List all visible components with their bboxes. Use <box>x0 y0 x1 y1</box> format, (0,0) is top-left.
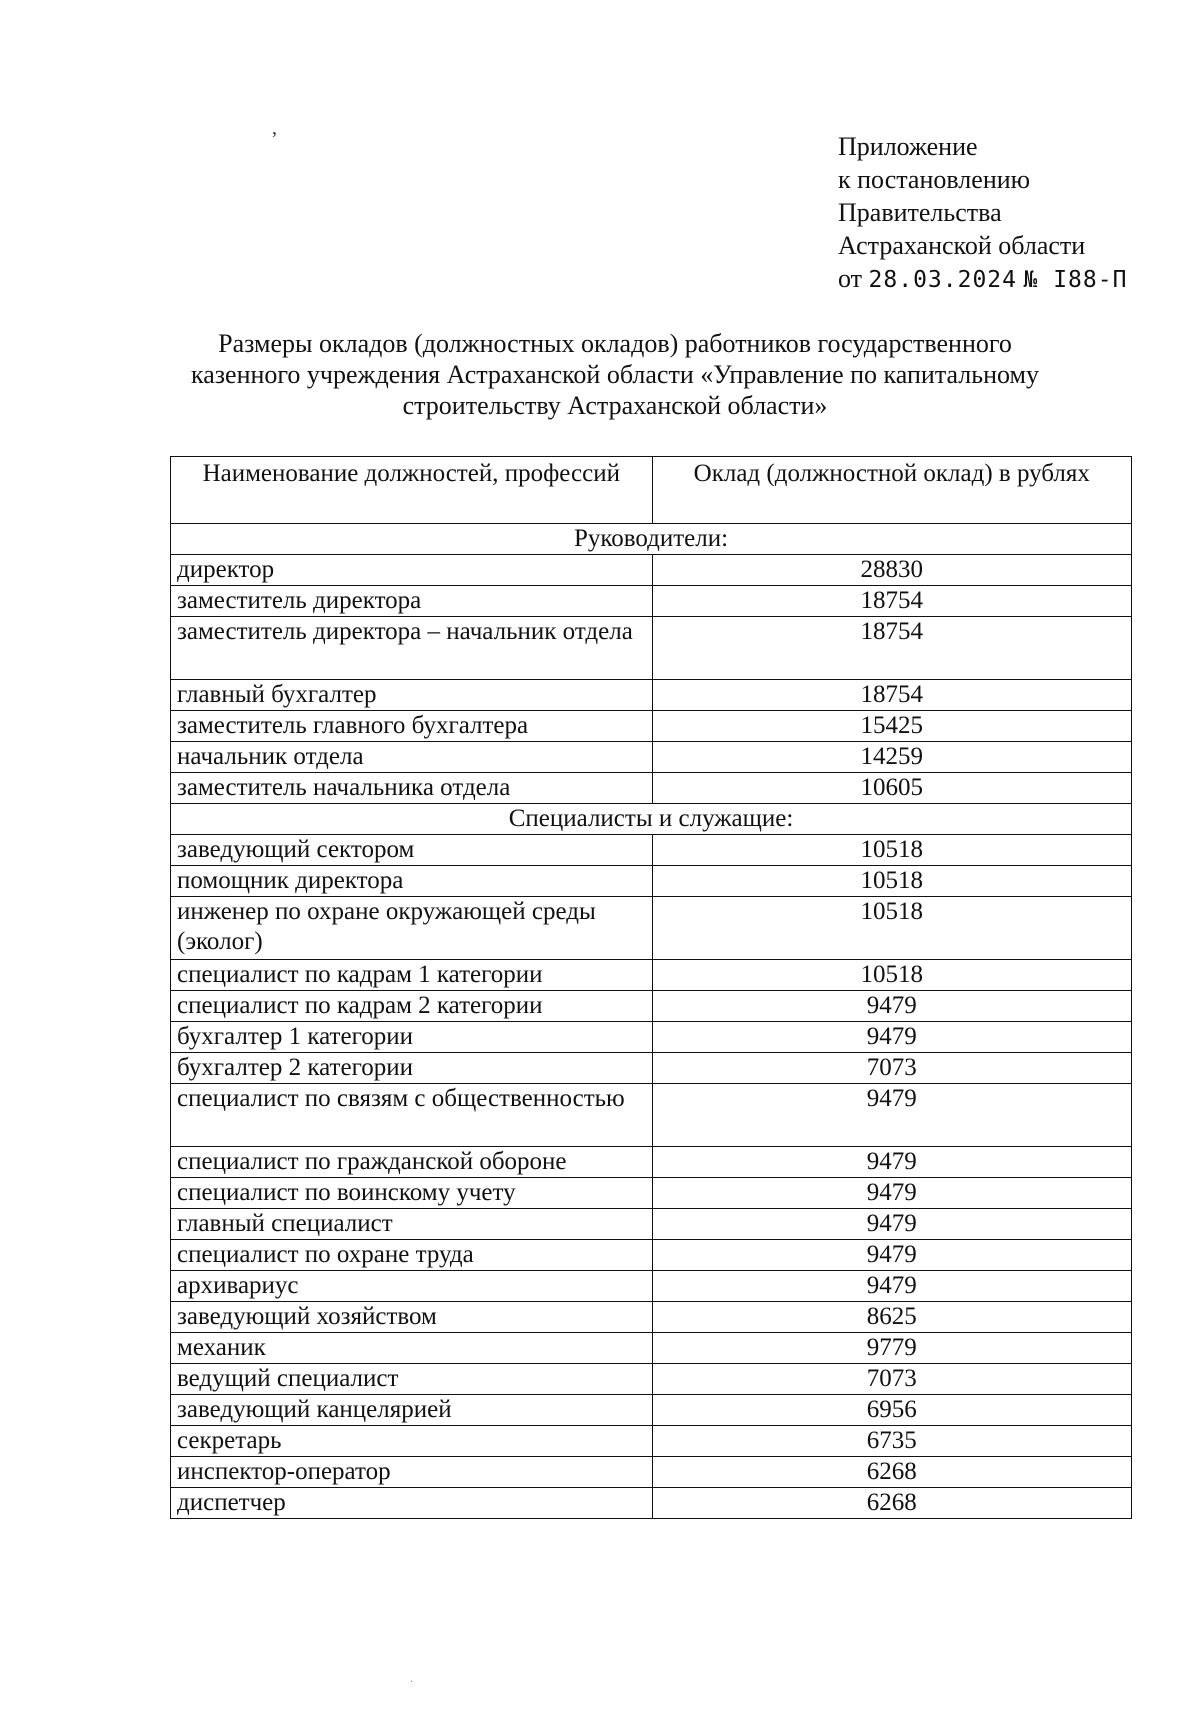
salary-value: 8625 <box>652 1302 1131 1333</box>
section-title: Специалисты и служащие: <box>171 804 1132 835</box>
approval-block <box>838 130 1127 297</box>
position-name: заведующий сектором <box>171 835 653 866</box>
table-row <box>171 1240 1132 1271</box>
table-row <box>171 1395 1132 1426</box>
table-row <box>171 1178 1132 1209</box>
approval-line: к постановлению <box>838 165 1031 194</box>
salary-value: 6956 <box>652 1395 1131 1426</box>
table-row <box>171 586 1132 617</box>
section-title: Руководители: <box>171 524 1132 555</box>
position-name: ведущий специалист <box>171 1364 653 1395</box>
title-line: строительству Астраханской области» <box>402 391 828 420</box>
salary-value: 18754 <box>652 680 1131 711</box>
salary-value: 9779 <box>652 1333 1131 1364</box>
salary-value: 9479 <box>652 991 1131 1022</box>
table-row <box>171 1209 1132 1240</box>
salary-value: 9479 <box>652 1084 1131 1147</box>
approval-line: Приложение <box>838 132 978 161</box>
position-name: заместитель главного бухгалтера <box>171 711 653 742</box>
table-row <box>171 1457 1132 1488</box>
salary-value: 28830 <box>652 555 1131 586</box>
approval-line: Правительства <box>838 198 1002 227</box>
table-row <box>171 1022 1132 1053</box>
position-name: заведующий канцелярией <box>171 1395 653 1426</box>
table-row <box>171 897 1132 960</box>
position-name: бухгалтер 1 категории <box>171 1022 653 1053</box>
table-row <box>171 1488 1132 1519</box>
table-row <box>171 617 1132 680</box>
approval-number: № I88-П <box>1023 267 1128 293</box>
salary-value: 7073 <box>652 1053 1131 1084</box>
position-name: заведующий хозяйством <box>171 1302 653 1333</box>
table-row <box>171 866 1132 897</box>
salary-value: 6268 <box>652 1457 1131 1488</box>
table-row <box>171 773 1132 804</box>
salary-value: 9479 <box>652 1178 1131 1209</box>
salary-value: 9479 <box>652 1240 1131 1271</box>
salary-value: 9479 <box>652 1271 1131 1302</box>
position-name: заместитель директора <box>171 586 653 617</box>
table-row <box>171 555 1132 586</box>
salary-value: 10518 <box>652 897 1131 960</box>
salary-value: 10518 <box>652 866 1131 897</box>
approval-date: 28.03.2024 <box>868 267 1018 293</box>
position-name: специалист по кадрам 1 категории <box>171 960 653 991</box>
salary-value: 6268 <box>652 1488 1131 1519</box>
position-name: специалист по связям с общественностью <box>171 1084 653 1147</box>
position-name: механик <box>171 1333 653 1364</box>
position-name: инженер по охране окружающей среды (эколог) <box>171 897 653 960</box>
header-salary: Оклад (должностной оклад) в рублях <box>652 457 1131 524</box>
position-name: помощник директора <box>171 866 653 897</box>
header-position: Наименование должностей, профессий <box>171 457 653 524</box>
title-line: казенного учреждения Астраханской области «Управление по капитальному <box>191 360 1039 389</box>
salary-value: 10518 <box>652 835 1131 866</box>
position-name: бухгалтер 2 категории <box>171 1053 653 1084</box>
position-name: секретарь <box>171 1426 653 1457</box>
position-name: архивариус <box>171 1271 653 1302</box>
table-row <box>171 1053 1132 1084</box>
section-row <box>171 804 1132 835</box>
position-name: главный специалист <box>171 1209 653 1240</box>
position-name: главный бухгалтер <box>171 680 653 711</box>
table-row <box>171 711 1132 742</box>
table-row <box>171 1084 1132 1147</box>
position-name: специалист по воинскому учету <box>171 1178 653 1209</box>
approval-line: Астраханской области <box>838 231 1086 260</box>
table-row <box>171 1364 1132 1395</box>
position-name: диспетчер <box>171 1488 653 1519</box>
table-row <box>171 1333 1132 1364</box>
table-row <box>171 1147 1132 1178</box>
position-name: начальник отдела <box>171 742 653 773</box>
table-header-row <box>171 457 1132 524</box>
table-row <box>171 1426 1132 1457</box>
salary-value: 7073 <box>652 1364 1131 1395</box>
position-name: заместитель начальника отдела <box>171 773 653 804</box>
approval-date-prefix: от <box>838 264 863 293</box>
table-row <box>171 680 1132 711</box>
table-row <box>171 1271 1132 1302</box>
table-body <box>171 524 1132 1519</box>
position-name: специалист по кадрам 2 категории <box>171 991 653 1022</box>
scan-speck: , <box>272 117 277 139</box>
approval-date-line <box>838 262 1127 297</box>
salary-value: 14259 <box>652 742 1131 773</box>
salary-value: 9479 <box>652 1022 1131 1053</box>
position-name: специалист по охране труда <box>171 1240 653 1271</box>
table-row <box>171 835 1132 866</box>
salary-value: 18754 <box>652 617 1131 680</box>
table-row <box>171 742 1132 773</box>
scan-speck: . <box>410 1671 413 1685</box>
position-name: заместитель директора – начальник отдела <box>171 617 653 680</box>
salary-value: 6735 <box>652 1426 1131 1457</box>
salary-value: 9479 <box>652 1147 1131 1178</box>
table-row <box>171 1302 1132 1333</box>
document-title <box>150 328 1080 421</box>
position-name: директор <box>171 555 653 586</box>
table-row <box>171 991 1132 1022</box>
salary-table <box>170 456 1132 1519</box>
salary-value: 15425 <box>652 711 1131 742</box>
position-name: специалист по гражданской обороне <box>171 1147 653 1178</box>
position-name: инспектор-оператор <box>171 1457 653 1488</box>
table-row <box>171 960 1132 991</box>
salary-value: 10518 <box>652 960 1131 991</box>
salary-value: 18754 <box>652 586 1131 617</box>
section-row <box>171 524 1132 555</box>
title-line: Размеры окладов (должностных окладов) работников государственного <box>218 329 1012 358</box>
salary-value: 10605 <box>652 773 1131 804</box>
salary-value: 9479 <box>652 1209 1131 1240</box>
